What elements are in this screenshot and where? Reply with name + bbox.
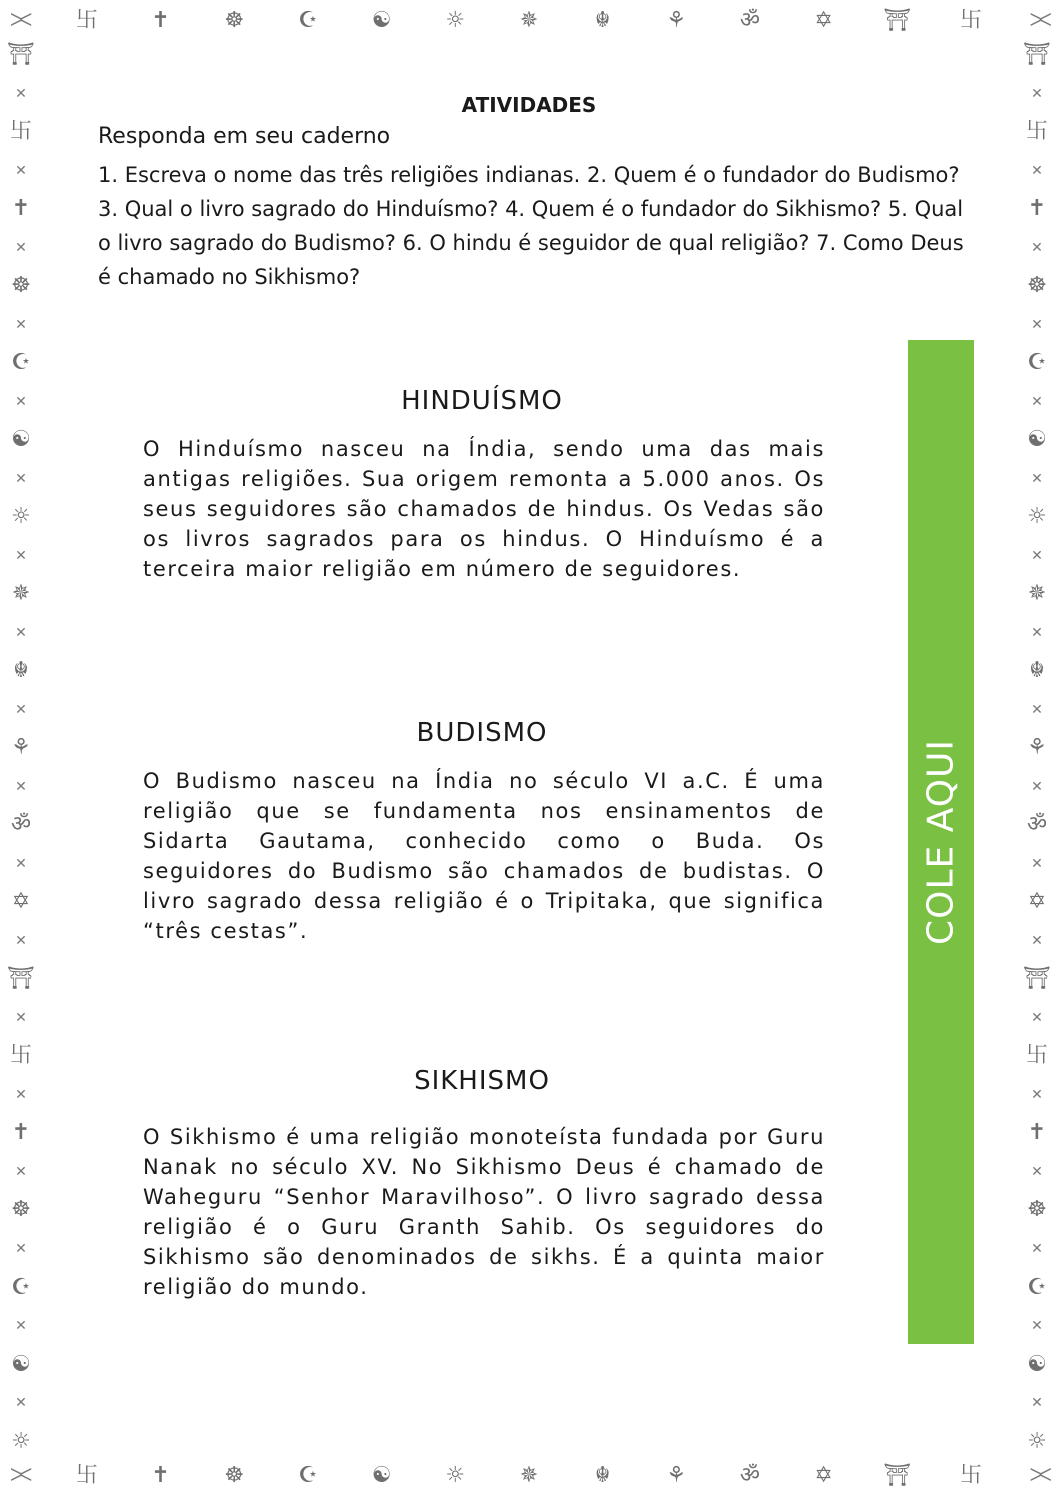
zigzag-ornament: ✕ [1031, 162, 1043, 179]
sun-icon: ☼ [11, 504, 31, 530]
zigzag-ornament: ✕ [15, 316, 27, 333]
zigzag-ornament: ✕ [1031, 85, 1043, 102]
zigzag-ornament: ✕ [15, 85, 27, 102]
om-icon: ॐ [1026, 812, 1048, 838]
khanda-icon: ☬ [594, 8, 611, 33]
crescent-star-icon: ☪ [1027, 350, 1047, 376]
star-burst-icon: ✵ [519, 1463, 539, 1488]
torii-icon: ⛩ [7, 966, 35, 992]
star-of-david-icon: ✡ [814, 8, 833, 33]
sun-icon: ☼ [445, 8, 466, 33]
section-title-sikhismo: SIKHISMO [414, 1066, 550, 1096]
torii-icon: ⛩ [883, 8, 912, 33]
section-title-budismo: BUDISMO [416, 718, 548, 748]
zigzag-ornament: ✕ [1031, 624, 1043, 641]
cross-icon: ✝ [1027, 196, 1047, 222]
turtle-icon: ⚘ [666, 8, 687, 33]
dharma-wheel-icon: ☸ [11, 1197, 31, 1223]
paste-area [908, 340, 974, 1344]
swastika-icon: 卐 [75, 8, 98, 33]
torii-icon: ⛩ [1023, 966, 1051, 992]
crescent-star-icon: ☪ [1027, 1274, 1047, 1300]
khanda-icon: ☬ [594, 1463, 611, 1488]
zigzag-ornament: ✕ [1031, 316, 1043, 333]
yin-yang-icon: ☯ [11, 427, 31, 453]
zigzag-ornament: ✕ [15, 932, 27, 949]
zigzag-ornament: ᐳᐸ [1029, 1465, 1048, 1486]
zigzag-ornament: ✕ [1031, 701, 1043, 718]
zigzag-ornament: ✕ [15, 393, 27, 410]
torii-icon: ⛩ [7, 42, 35, 67]
zigzag-ornament: ✕ [15, 1240, 27, 1257]
activities-subtitle: Responda em seu caderno [98, 124, 391, 149]
section-body-sikhismo: O Sikhismo é uma religião monoteísta fundada por Guru Nanak no século XV. No Sikhismo Deus é chamado de Waheguru “Senhor Maravilhoso”. O livro sagrado dessa religião é o Guru Granth Sahib. Os seguidores do Sikhismo são denominados de sikhs. É a quinta maior religião do mundo. [143, 1125, 825, 1299]
zigzag-ornament: ✕ [15, 1318, 27, 1335]
zigzag-ornament: ✕ [1031, 932, 1043, 949]
zigzag-ornament: ✕ [15, 1163, 27, 1180]
zigzag-ornament: ✕ [1031, 239, 1043, 256]
swastika-icon: 卐 [959, 1463, 982, 1488]
zigzag-ornament: ✕ [1031, 778, 1043, 795]
swastika-icon: 卐 [1025, 1043, 1048, 1069]
zigzag-ornament: ✕ [1031, 1163, 1043, 1180]
zigzag-ornament: ✕ [1031, 547, 1043, 564]
torii-icon: ⛩ [1023, 42, 1051, 67]
torii-icon: ⛩ [883, 1463, 912, 1488]
zigzag-ornament: ✕ [15, 547, 27, 564]
zigzag-ornament: ✕ [1031, 1009, 1043, 1026]
sun-icon: ☼ [11, 1428, 31, 1454]
star-of-david-icon: ✡ [1027, 889, 1047, 915]
crescent-star-icon: ☪ [11, 1274, 31, 1300]
dharma-wheel-icon: ☸ [11, 273, 31, 299]
yin-yang-icon: ☯ [1027, 427, 1047, 453]
crescent-star-icon: ☪ [298, 1463, 318, 1488]
section-title-hinduismo: HINDUÍSMO [401, 386, 563, 416]
cross-icon: ✝ [11, 196, 31, 222]
yin-yang-icon: ☯ [371, 8, 392, 33]
dharma-wheel-icon: ☸ [224, 1463, 245, 1488]
crescent-star-icon: ☪ [298, 8, 318, 33]
om-icon: ॐ [10, 812, 32, 838]
zigzag-ornament: ✕ [15, 624, 27, 641]
swastika-icon: 卐 [9, 119, 32, 145]
khanda-icon: ☬ [1029, 658, 1045, 684]
swastika-icon: 卐 [1025, 119, 1048, 145]
border-left [0, 42, 42, 1455]
zigzag-ornament: ✕ [15, 701, 27, 718]
zigzag-ornament: ✕ [15, 855, 27, 872]
cross-icon: ✝ [151, 1463, 170, 1488]
activities-questions: 1. Escreva o nome das três religiões indianas. 2. Quem é o fundador do Budismo? 3. Qual o livro sagrado do Hinduísmo? 4. Quem é o fundador do Sikhismo? 5. Qual o livro sagrado do Budismo? 6. O hindu é seguidor de qual religião? 7. Como Deus é chamado no Sikhismo? [98, 163, 964, 289]
sun-icon: ☼ [1027, 1428, 1047, 1454]
zigzag-ornament: ✕ [1031, 1395, 1043, 1412]
border-top [0, 0, 1058, 42]
turtle-icon: ⚘ [1027, 735, 1047, 761]
section-body-budismo: O Budismo nasceu na Índia no século VI a.C. É uma religião que se fundamenta nos ensinamentos de Sidarta Gautama, conhecido como o Buda. Os seguidores do Budismo são chamados de budistas. O livro sagrado dessa religião é o Tripitaka, que significa “três cestas”. [143, 769, 825, 943]
turtle-icon: ⚘ [666, 1463, 687, 1488]
sun-icon: ☼ [1027, 504, 1047, 530]
zigzag-ornament: ᐳᐸ [10, 1465, 29, 1486]
swastika-icon: 卐 [75, 1463, 98, 1488]
swastika-icon: 卐 [959, 8, 982, 33]
yin-yang-icon: ☯ [371, 1463, 392, 1488]
cross-icon: ✝ [151, 8, 170, 33]
zigzag-ornament: ✕ [15, 1395, 27, 1412]
khanda-icon: ☬ [13, 658, 29, 684]
paste-area-label: COLE AQUI [920, 738, 962, 946]
section-body-hinduismo: O Hinduísmo nasceu na Índia, sendo uma das mais antigas religiões. Sua origem remonta a 5.000 anos. Os seus seguidores são chamados de hindus. Os Vedas são os livros sagrados para os hindus. O Hinduísmo é a terceira maior religião em número de seguidores. [143, 437, 825, 581]
star-burst-icon: ✵ [11, 581, 31, 607]
zigzag-ornament: ᐳᐸ [10, 10, 29, 31]
zigzag-ornament: ✕ [1031, 393, 1043, 410]
border-right [1016, 42, 1058, 1455]
activities-title: ATIVIDADES [461, 93, 597, 117]
dharma-wheel-icon: ☸ [1027, 273, 1047, 299]
zigzag-ornament: ✕ [15, 162, 27, 179]
zigzag-ornament: ✕ [1031, 1086, 1043, 1103]
zigzag-ornament: ✕ [1031, 470, 1043, 487]
zigzag-ornament: ✕ [15, 778, 27, 795]
star-burst-icon: ✵ [519, 8, 539, 33]
zigzag-ornament: ✕ [15, 239, 27, 256]
zigzag-ornament: ✕ [1031, 1240, 1043, 1257]
cross-icon: ✝ [1027, 1120, 1047, 1146]
yin-yang-icon: ☯ [11, 1351, 31, 1377]
zigzag-ornament: ✕ [1031, 1318, 1043, 1335]
om-icon: ॐ [739, 1463, 760, 1488]
cross-icon: ✝ [11, 1120, 31, 1146]
zigzag-ornament: ✕ [1031, 855, 1043, 872]
star-of-david-icon: ✡ [11, 889, 31, 915]
star-burst-icon: ✵ [1027, 581, 1047, 607]
zigzag-ornament: ✕ [15, 470, 27, 487]
border-bottom [0, 1455, 1058, 1497]
dharma-wheel-icon: ☸ [1027, 1197, 1047, 1223]
sun-icon: ☼ [445, 1463, 466, 1488]
zigzag-ornament: ✕ [15, 1009, 27, 1026]
zigzag-ornament: ✕ [15, 1086, 27, 1103]
om-icon: ॐ [739, 8, 760, 33]
yin-yang-icon: ☯ [1027, 1351, 1047, 1377]
turtle-icon: ⚘ [11, 735, 31, 761]
dharma-wheel-icon: ☸ [224, 8, 245, 33]
zigzag-ornament: ᐳᐸ [1029, 10, 1048, 31]
star-of-david-icon: ✡ [814, 1463, 833, 1488]
crescent-star-icon: ☪ [11, 350, 31, 376]
swastika-icon: 卐 [9, 1043, 32, 1069]
